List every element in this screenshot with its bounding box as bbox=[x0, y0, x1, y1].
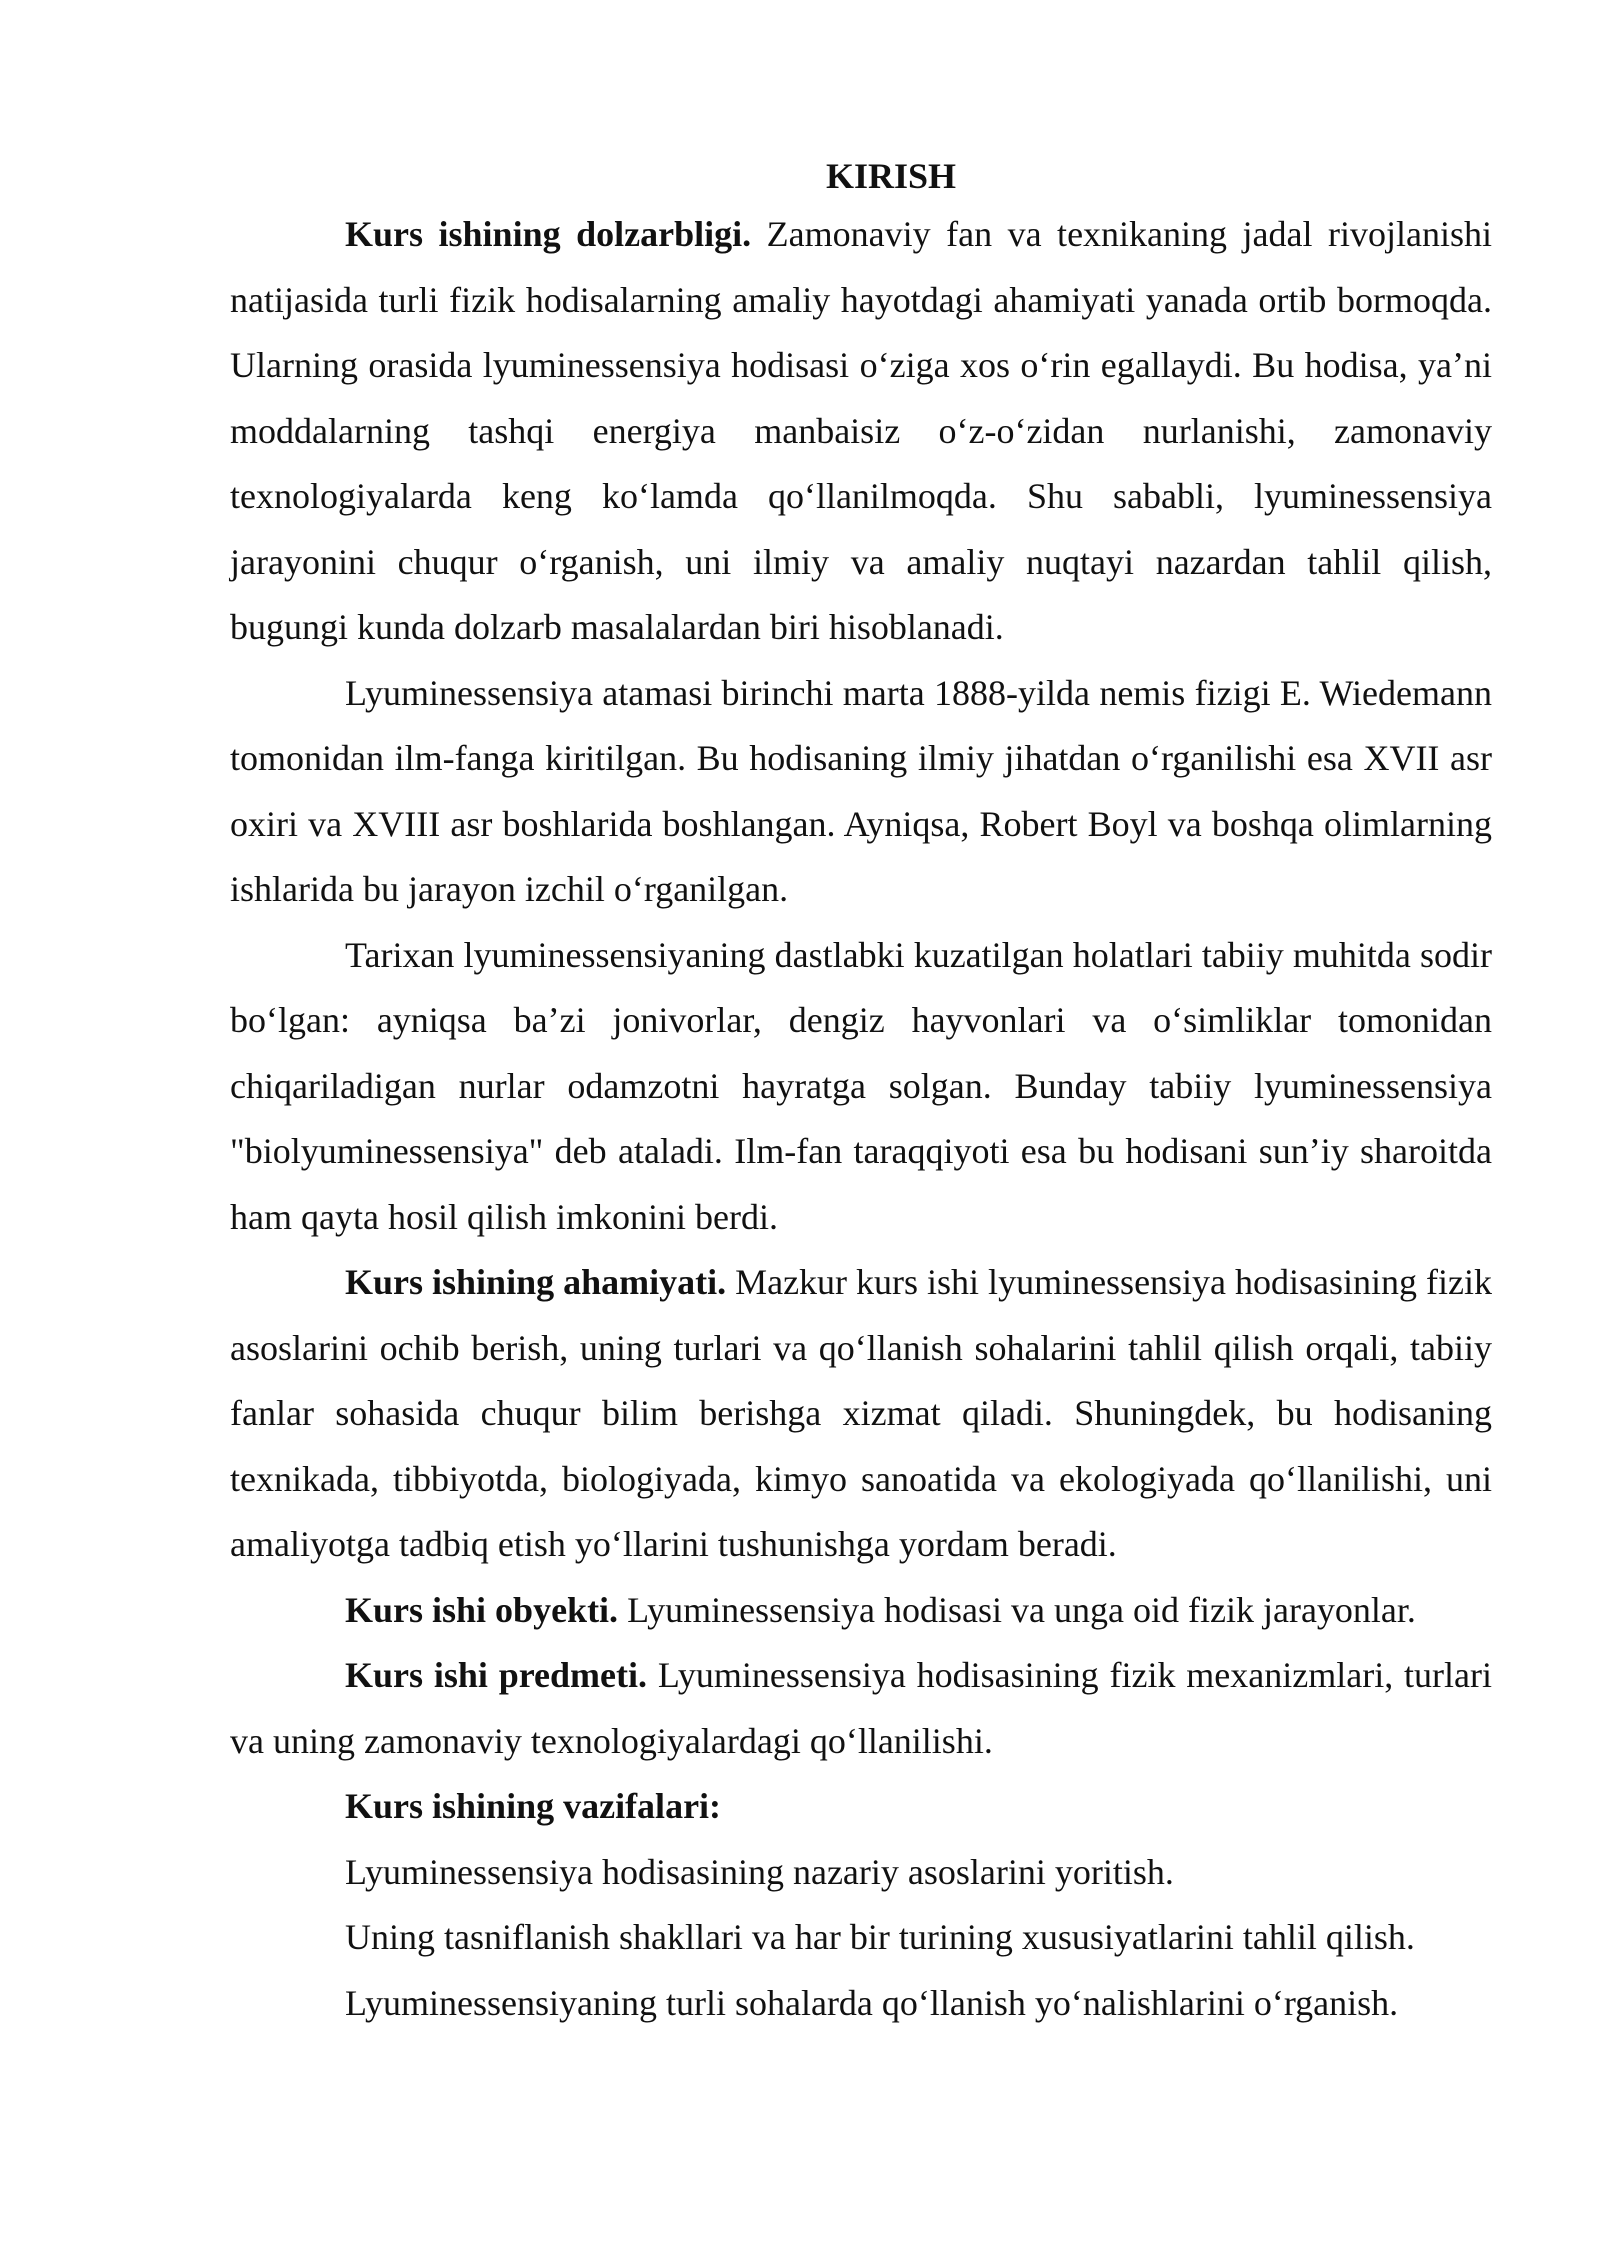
paragraph-relevance bbox=[230, 202, 1492, 661]
document-page bbox=[230, 150, 1492, 2036]
paragraph-heading: Kurs ishi obyekti. bbox=[345, 1589, 619, 1630]
page-title: KIRISH bbox=[825, 156, 957, 196]
paragraph-importance bbox=[230, 1250, 1492, 1578]
paragraph-tasks-heading bbox=[230, 1774, 1492, 1840]
task-item: Uning tasniflanish shakllari va har bir turining xususiyatlarini tahlil qilish. bbox=[345, 1917, 1415, 1957]
paragraph-subject bbox=[230, 1643, 1492, 1774]
paragraph-bioluminescence bbox=[230, 923, 1492, 1251]
paragraph-heading: Kurs ishining dolzarbligi. bbox=[345, 214, 752, 254]
paragraph-text: Lyuminessensiya hodisasining fizik mexanizmlari, turlari va uning zamonaviy texnologiyalardagi qoʻllanilishi. bbox=[230, 1655, 1492, 1761]
paragraph-text: Mazkur kurs ishi lyuminessensiya hodisasining fizik asoslarini ochib berish, uning turlari va qoʻllanish sohalarini tahlil qilish orqali, tabiiy fanlar sohasida chuqur bilim berishga xizmat qiladi. Shuningdek, bu hodisaning texnikada, tibbiyotda, biologiyada, kimyo sanoatida va ekologiyada qoʻllanilishi, uni amaliyotga tadbiq etish yoʻllarini tushunishga yordam beradi. bbox=[230, 1262, 1493, 1564]
task-item: Lyuminessensiyaning turli sohalarda qoʻllanish yoʻnalishlarini oʻrganish. bbox=[345, 1982, 1399, 2023]
paragraph-text: Zamonaviy fan va texnikaning jadal rivojlanishi natijasida turli fizik hodisalarning amaliy hayotdagi ahamiyati yanada ortib bormoqda. Ularning orasida lyuminessensiya hodisasi oʻziga xos oʻrin egallaydi. Bu hodisa, yaʼni moddalarning tashqi energiya manbaisiz oʻz-oʻzidan nurlanishi, zamonaviy texnologiyalarda keng koʻlamda qoʻllanilmoqda. Shu sababli, lyuminessensiya jarayonini chuqur oʻrganish, uni ilmiy va amaliy nuqtayi nazardan tahlil qilish, bugungi kunda dolzarb masalalardan biri hisoblanadi. bbox=[230, 214, 1492, 647]
task-item: Lyuminessensiya hodisasining nazariy asoslarini yoritish. bbox=[345, 1851, 1174, 1892]
paragraph-text: Lyuminessensiya atamasi birinchi marta 1888-yilda nemis fizigi E. Wiedemann tomonidan ilm-fanga kiritilgan. Bu hodisaning ilmiy jihatdan oʻrganilishi esa XVII asr oxiri va XVIII asr boshlarida boshlangan. Ayniqsa, Robert Boyl va boshqa olimlarning ishlarida bu jarayon izchil oʻrganilgan. bbox=[230, 672, 1492, 909]
paragraph-heading: Kurs ishining vazifalari: bbox=[345, 1786, 722, 1826]
paragraph-text: Tarixan lyuminessensiyaning dastlabki kuzatilgan holatlari tabiiy muhitda sodir boʻlgan: ayniqsa baʼzi jonivorlar, dengiz hayvonlari va oʻsimliklar tomonidan chiqariladigan nurlar odamzotni hayratga solgan. Bunday tabiiy lyuminessensiya "biolyuminessensiya" deb ataladi. Ilm-fan taraqqiyoti esa bu hodisani sunʼiy sharoitda ham qayta hosil qilish imkonini berdi. bbox=[230, 934, 1492, 1237]
paragraph-text: Lyuminessensiya hodisasi va unga oid fizik jarayonlar. bbox=[618, 1589, 1416, 1630]
paragraph-history bbox=[230, 661, 1492, 923]
paragraph-object bbox=[230, 1578, 1492, 1644]
paragraph-heading: Kurs ishining ahamiyati. bbox=[345, 1262, 727, 1302]
paragraph-heading: Kurs ishi predmeti. bbox=[345, 1655, 648, 1695]
